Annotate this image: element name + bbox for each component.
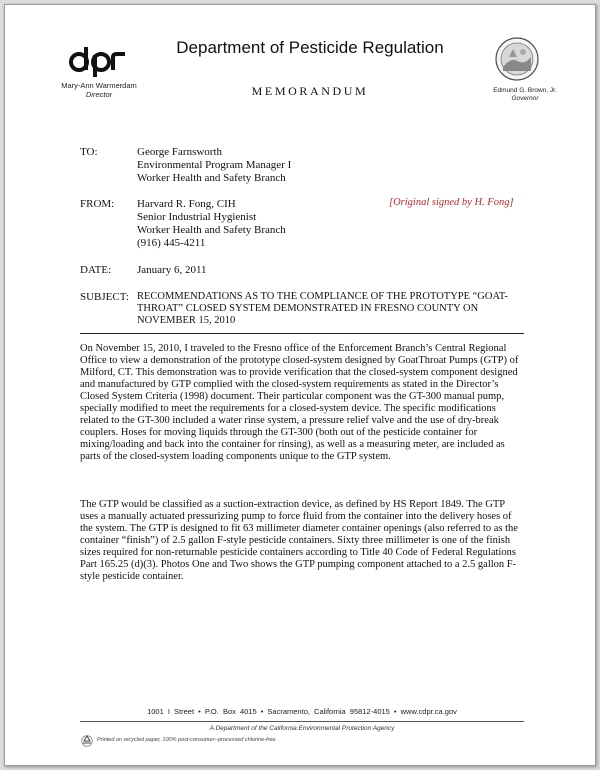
- memorandum-heading: MEMORANDUM: [251, 84, 369, 98]
- date-value: January 6, 2011: [137, 264, 207, 276]
- from-line: (916) 445-4211: [137, 237, 206, 249]
- recycled-paper-note: Printed on recycled paper, 100% post-consumer--processed chlorine-free.: [97, 737, 277, 743]
- dpr-logo-icon: [65, 45, 137, 77]
- to-label: TO:: [80, 146, 98, 158]
- director-block: [35, 81, 163, 99]
- california-seal-icon: [495, 37, 539, 81]
- director-name: Mary-Ann Warmerdam: [61, 81, 137, 90]
- department-title: Department of Pesticide Regulation: [176, 38, 444, 57]
- header-divider: [80, 333, 524, 334]
- from-line: Worker Health and Safety Branch: [137, 224, 286, 236]
- signature-note: [Original signed by H. Fong]: [389, 197, 514, 208]
- footer-address: 1001 I Street • P.O. Box 4015 • Sacramento, California 95812-4015 • www.cdpr.ca.gov: [147, 707, 457, 716]
- body-paragraph-1: On November 15, 2010, I traveled to the Fresno office of the Enforcement Branch’s Central Regional Office to view a demonstration of the prototype closed-system designed by GoatThroat Pumps (GTP) of Milford, CT. This demonstration was to provide verification that the closed-system component designed and manufactured by GTP complied with the closed-system requirements as stated in the Director’s Closed System Criteria (1998) document. Their particular component was the GT-300 manual pump, specially modified to meet the requirements for a closed-system device. The specific modifications related to the GT-300 included a water rinse system, a pressure relief valve and the use of dry-break couplers. Hoses for moving liquids through the GT-300 (both out of the pesticide container for mixing/loading and back into the container for rinsing), as well as a measuring meter, are included as parts of the closed-system loading components unique to the GTP system.: [80, 343, 519, 462]
- to-line: Environmental Program Manager I: [137, 159, 292, 171]
- body-paragraph-2: The GTP would be classified as a suction-extraction device, as defined by HS Report 1849. The GTP uses a manually actuated pressurizing pump to force fluid from the container into the delivery hoses of the system. The GTP is designed to fit 63 millimeter diameter container openings (also referred to as the container “finish”) of 2.5 gallon F-style pesticide containers. Sixty three millimeter is one of the finish sizes required for non-returnable pesticide containers according to Title 40 Code of Federal Regulations Part 165.25 (d)(3). Photos One and Two shows the GTP pumping component attached to a 2.5 gallon F-style pesticide container.: [80, 499, 518, 582]
- from-value: [137, 198, 286, 250]
- subject-text: RECOMMENDATIONS AS TO THE COMPLIANCE OF THE PROTOTYPE “GOAT-THROAT” CLOSED SYSTEM DEMONSTRATED IN FRESNO COUNTY ON NOVEMBER 15, 2010: [137, 291, 508, 326]
- from-line: Harvard R. Fong, CIH: [137, 198, 236, 210]
- to-line: Worker Health and Safety Branch: [137, 172, 286, 184]
- footer-divider: [80, 721, 524, 722]
- recycle-icon: [81, 735, 93, 747]
- date-label: DATE:: [80, 264, 112, 276]
- governor-name: Edmund G. Brown, Jr.: [493, 87, 557, 94]
- director-role: Director: [85, 90, 113, 99]
- footer-agency: A Department of the California Environmental Protection Agency: [209, 725, 395, 732]
- from-line: Senior Industrial Hygienist: [137, 211, 257, 223]
- subject-label: SUBJECT:: [80, 291, 129, 303]
- memo-page: [4, 4, 596, 766]
- governor-block: [485, 87, 565, 103]
- to-value: [137, 146, 291, 185]
- from-label: FROM:: [80, 198, 115, 210]
- to-line: George Farnsworth: [137, 146, 223, 158]
- governor-role: Governor: [511, 95, 539, 102]
